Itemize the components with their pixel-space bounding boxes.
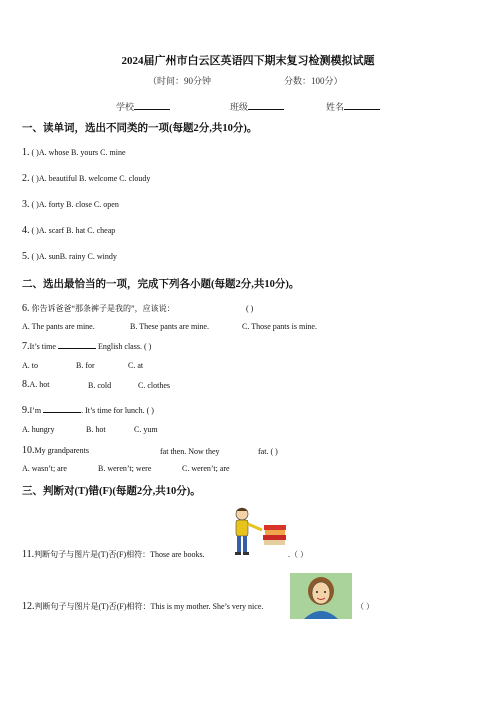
question-text: ( )A. sunB. rainy C. windy (31, 252, 117, 261)
page-title: 2024届广州市白云区英语四下期末复习检测模拟试题 (121, 55, 375, 67)
question-number: 5. (22, 251, 30, 262)
question-text: ( )A. whose B. yours C. mine (31, 148, 126, 157)
school-label: 学校 (116, 102, 135, 112)
question-number: 8. (22, 379, 30, 390)
question-stem: . It’s time for lunch. ( ) (81, 406, 154, 415)
question-number: 3. (22, 199, 30, 210)
question-number: 11. (22, 549, 35, 560)
option-b[interactable]: B. hot (86, 425, 106, 434)
question-2 (22, 173, 150, 184)
option-c[interactable]: C. at (128, 361, 144, 370)
class-label: 班级 (230, 102, 249, 112)
name-label: 姓名 (326, 102, 345, 112)
answer-blank[interactable] (43, 405, 81, 413)
question-number: 4. (22, 225, 30, 236)
section-2-heading: 二、选出最恰当的一项，完成下列各小题(每题2分,共10分)。 (22, 279, 300, 290)
name-blank[interactable] (344, 101, 380, 110)
question-text: ( )A. beautiful B. welcome C. cloudy (31, 174, 151, 183)
question-8 (22, 379, 50, 390)
answer-paren-11[interactable]: .（ ） (288, 550, 308, 559)
question-stem: fat. ( ) (258, 447, 278, 456)
question-number: 10. (22, 445, 35, 456)
question-text: ( )A. scarf B. hat C. cheap (31, 226, 116, 235)
mother-portrait-illustration (290, 573, 352, 619)
option-a[interactable]: A. hot (29, 380, 50, 389)
question-9 (22, 405, 154, 416)
question-11 (22, 549, 205, 560)
question-stem: English class. ( ) (97, 342, 152, 351)
question-10 (22, 445, 89, 456)
question-stem: I’m (29, 406, 42, 415)
option-a[interactable]: A. wasn’t; are (22, 464, 67, 473)
option-c[interactable]: C. weren’t; are (182, 464, 230, 473)
section-1-heading: 一、读单词，选出不同类的一项(每题2分,共10分)。 (22, 123, 258, 134)
question-1 (22, 147, 126, 158)
option-c[interactable]: C. yum (134, 425, 158, 434)
name-field[interactable] (326, 100, 380, 113)
option-c[interactable]: C. Those pants is mine. (242, 322, 317, 331)
question-number: 2. (22, 173, 30, 184)
question-stem: 你告诉爸爸“那条裤子是我的”，应该说： (31, 304, 175, 313)
option-a[interactable]: A. The pants are mine. (22, 322, 95, 331)
question-text: ( )A. forty B. close C. open (31, 200, 119, 209)
question-text: 判断句子与图片是(T)否(F)相符：Those are books. (34, 550, 205, 559)
question-number: 6. (22, 303, 30, 314)
question-text: 判断句子与图片是(T)否(F)相符：This is my mother. She’s very nice. (34, 602, 264, 611)
answer-blank[interactable] (58, 341, 96, 349)
time-limit: （时间：90分钟 (148, 76, 212, 86)
question-number: 12. (22, 601, 35, 612)
answer-paren-12[interactable]: （ ） (356, 602, 374, 611)
question-number: 7. (22, 341, 30, 352)
question-number: 9. (22, 405, 30, 416)
option-b[interactable]: B. These pants are mine. (130, 322, 209, 331)
question-stem: My grandparents (34, 446, 89, 455)
question-stem: fat then. Now they (160, 447, 220, 456)
boy-with-books-illustration (228, 505, 292, 559)
question-3 (22, 199, 119, 210)
question-12 (22, 601, 263, 612)
question-stem: It’s time (29, 342, 56, 351)
question-4 (22, 225, 115, 236)
class-field[interactable] (230, 100, 284, 113)
section-3-heading: 三、判断对(T)错(F)(每题2分,共10分)。 (22, 486, 201, 497)
school-field[interactable] (116, 100, 170, 113)
option-b[interactable]: B. cold (88, 381, 112, 390)
class-blank[interactable] (248, 101, 284, 110)
option-b[interactable]: B. for (76, 361, 95, 370)
question-number: 1. (22, 147, 30, 158)
option-c[interactable]: C. clothes (138, 381, 170, 390)
option-a[interactable]: A. to (22, 361, 38, 370)
option-a[interactable]: A. hungry (22, 425, 55, 434)
answer-paren-6[interactable]: ( ) (246, 304, 254, 313)
question-6 (22, 303, 175, 314)
school-blank[interactable] (134, 101, 170, 110)
total-score: 分数：100分） (284, 76, 343, 86)
question-5 (22, 251, 117, 262)
question-7 (22, 341, 151, 352)
option-b[interactable]: B. weren’t; were (98, 464, 152, 473)
